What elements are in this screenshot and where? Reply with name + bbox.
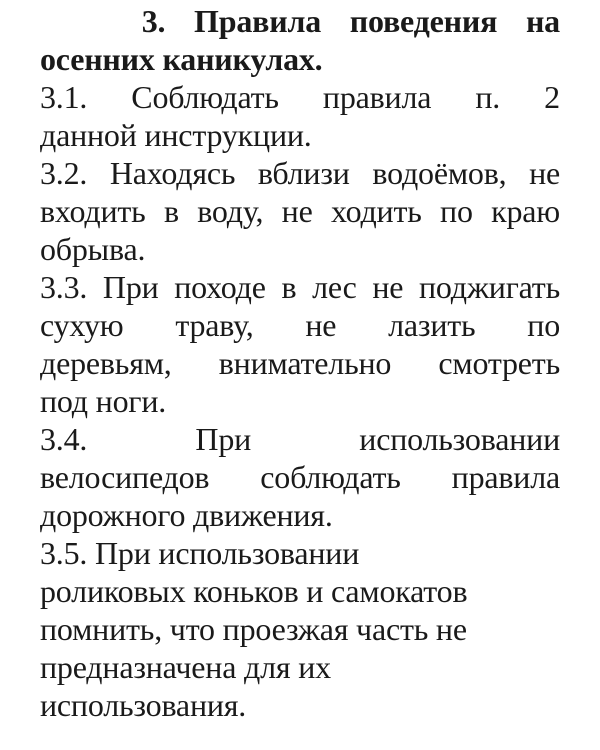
rule-text: При xyxy=(195,421,252,457)
rule-text: вблизи xyxy=(257,155,350,191)
section-heading-line-1 xyxy=(40,2,560,40)
rule-text: 3.3. xyxy=(40,269,88,305)
rule-text: помнить, что проезжая часть не xyxy=(40,611,467,647)
rule-text: данной инструкции. xyxy=(40,117,312,153)
rule-text: При xyxy=(102,269,159,305)
rule-text: п. xyxy=(475,79,501,115)
section-heading xyxy=(40,0,560,78)
rule-text: правила xyxy=(322,79,432,115)
rule-text: не xyxy=(372,269,404,305)
rule-text: смотреть xyxy=(438,345,560,381)
rule-text: 3.4. xyxy=(40,421,88,457)
rule-line xyxy=(40,116,560,154)
rule-line xyxy=(40,344,560,382)
rule-text: 3.2. xyxy=(40,155,88,191)
rule-text: правила xyxy=(451,459,560,495)
rule-item xyxy=(40,154,560,268)
rule-text: поджигать xyxy=(418,269,560,305)
heading-indent xyxy=(40,2,113,40)
rule-text: соблюдать xyxy=(260,459,401,495)
rule-line xyxy=(40,382,560,420)
rule-text: не xyxy=(305,307,337,343)
rule-line xyxy=(40,154,560,192)
rule-text: предназначена для их xyxy=(40,649,331,685)
rule-text: краю xyxy=(491,193,560,229)
rule-text: деревьям, xyxy=(40,345,172,381)
rule-line xyxy=(40,534,560,572)
rule-text: в xyxy=(281,269,297,305)
rule-text: под ноги. xyxy=(40,383,167,419)
heading-number: 3. xyxy=(141,3,166,39)
rule-text: использовании xyxy=(359,421,560,457)
rule-text: не xyxy=(529,155,560,191)
heading-word: Правила xyxy=(194,3,322,39)
heading-word: на xyxy=(525,3,560,39)
rule-line xyxy=(40,496,560,534)
rule-line xyxy=(40,610,560,648)
rule-text: траву, xyxy=(175,307,254,343)
rule-text: воду, xyxy=(197,193,264,229)
rule-text: по xyxy=(527,307,560,343)
rule-text: 2 xyxy=(544,79,560,115)
rule-line xyxy=(40,458,560,496)
rule-item xyxy=(40,268,560,420)
rule-text: лазить xyxy=(388,307,476,343)
rule-item xyxy=(40,534,560,724)
rule-text: ходить xyxy=(330,193,422,229)
rule-text: использования. xyxy=(40,687,247,723)
rule-item xyxy=(40,78,560,154)
rule-text: 3.5. При использовании xyxy=(40,535,360,571)
rule-line xyxy=(40,420,560,458)
rule-text: роликовых коньков и самокатов xyxy=(40,573,468,609)
rule-text: по xyxy=(440,193,473,229)
rule-line xyxy=(40,306,560,344)
section-heading-line-2: осенних каникулах. xyxy=(40,41,323,77)
rule-text: Соблюдать xyxy=(131,79,279,115)
heading-word: поведения xyxy=(349,3,498,39)
rule-line xyxy=(40,648,560,686)
rule-text: лес xyxy=(312,269,357,305)
rule-text: дорожного движения. xyxy=(40,497,333,533)
rule-line xyxy=(40,268,560,306)
rule-text: походе xyxy=(174,269,266,305)
rule-line xyxy=(40,230,560,268)
rule-line xyxy=(40,192,560,230)
rule-text: входить xyxy=(40,193,146,229)
rule-text: велосипедов xyxy=(40,459,210,495)
rules-list xyxy=(40,78,560,724)
rule-line xyxy=(40,686,560,724)
rule-line xyxy=(40,78,560,116)
rule-text: внимательно xyxy=(218,345,392,381)
rule-text: не xyxy=(281,193,313,229)
rule-item xyxy=(40,420,560,534)
rule-text: в xyxy=(163,193,179,229)
rule-line xyxy=(40,572,560,610)
rule-text: сухую xyxy=(40,307,124,343)
rule-text: обрыва. xyxy=(40,231,146,267)
rule-text: Находясь xyxy=(109,155,236,191)
rule-text: 3.1. xyxy=(40,79,88,115)
rule-text: водоёмов, xyxy=(372,155,507,191)
